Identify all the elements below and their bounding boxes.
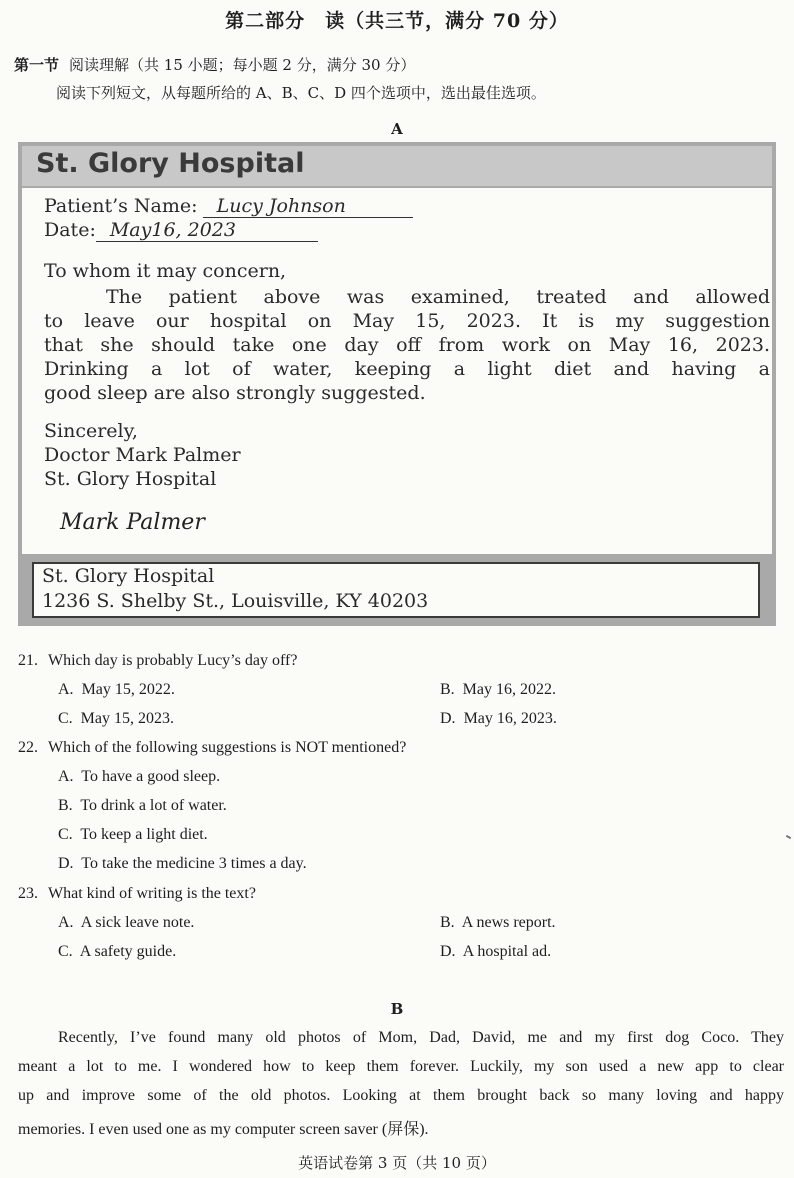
passage-b-line-3: up and improve some of the old photos. Looking at them brought back so many loving and happy [18, 1087, 784, 1104]
option-letter: C. [58, 943, 73, 960]
option-text: May 16, 2023. [463, 710, 557, 727]
passage-b-line-4: memories. I even used one as my computer screen saver (屏保). [18, 1121, 429, 1138]
question-number: 21. [18, 652, 38, 669]
option-letter: A. [58, 681, 74, 698]
option-letter: D. [440, 943, 456, 960]
q23-option-c[interactable] [58, 943, 176, 961]
option-letter: B. [440, 681, 455, 698]
letter-greeting: To whom it may concern, [44, 260, 287, 282]
option-text: May 15, 2022. [81, 681, 175, 698]
letter-doctor: Doctor Mark Palmer [44, 444, 241, 466]
page-footer: 英语试卷第 3 页（共 10 页） [298, 1154, 496, 1172]
question-number: 22. [18, 739, 38, 756]
option-letter: A. [58, 768, 74, 785]
q22-option-a[interactable] [58, 768, 220, 786]
section-heading [14, 54, 415, 75]
q23-option-d[interactable] [440, 943, 551, 961]
q22-option-d[interactable] [58, 855, 307, 873]
section-title: 阅读理解（共 15 小题；每小题 2 分，满分 30 分） [69, 56, 416, 74]
option-letter: D. [440, 710, 456, 727]
option-letter: B. [58, 797, 73, 814]
passage-b-letter: B [390, 1000, 404, 1018]
option-letter: C. [58, 710, 73, 727]
date-row [44, 219, 318, 242]
scan-speck [786, 835, 791, 839]
q21-option-d[interactable] [440, 710, 557, 728]
letter-line-4: Drinking a lot of water, keeping a light diet and having a [44, 358, 770, 380]
question-text: Which of the following suggestions is NOT mentioned? [48, 739, 407, 756]
question-number: 23. [18, 885, 38, 902]
patient-name-row [44, 195, 413, 218]
address-line: 1236 S. Shelby St., Louisville, KY 40203 [42, 590, 429, 612]
passage-a-letter: A [391, 120, 403, 138]
doctor-signature: Mark Palmer [60, 510, 205, 535]
q21-option-c[interactable] [58, 710, 174, 728]
letter-line-1: The patient above was examined, treated and allowed [106, 286, 770, 308]
passage-b-line-1: Recently, I’ve found many old photos of Mom, Dad, David, me and my first dog Coco. They [58, 1029, 784, 1046]
option-text: To keep a light diet. [80, 826, 208, 843]
q21-option-b[interactable] [440, 681, 556, 699]
option-letter: D. [58, 855, 74, 872]
date-value: May16, 2023 [96, 219, 318, 242]
q23-option-b[interactable] [440, 914, 556, 932]
q22-option-b[interactable] [58, 797, 227, 815]
option-text: A sick leave note. [80, 914, 195, 931]
letter-line-5: good sleep are also strongly suggested. [44, 382, 426, 404]
option-text: A news report. [461, 914, 556, 931]
letter-hospital: St. Glory Hospital [44, 468, 217, 490]
q23-option-a[interactable] [58, 914, 194, 932]
question-22 [18, 739, 406, 757]
option-text: May 16, 2022. [462, 681, 556, 698]
passage-b-line-2: meant a lot to me. I wondered how to keep them forever. Luckily, my son used a new app to clear [18, 1058, 784, 1075]
option-text: To drink a lot of water. [80, 797, 227, 814]
option-text: To have a good sleep. [81, 768, 221, 785]
option-text: To take the medicine 3 times a day. [81, 855, 307, 872]
date-label: Date: [44, 219, 96, 241]
question-23 [18, 885, 256, 903]
option-letter: B. [440, 914, 455, 931]
hospital-name: St. Glory Hospital [36, 148, 305, 179]
patient-name-value: Lucy Johnson [203, 195, 413, 218]
q21-option-a[interactable] [58, 681, 175, 699]
question-text: Which day is probably Lucy’s day off? [48, 652, 298, 669]
address-hospital-name: St. Glory Hospital [42, 565, 215, 587]
letter-closing: Sincerely, [44, 420, 138, 442]
option-letter: A. [58, 914, 74, 931]
option-text: May 15, 2023. [80, 710, 174, 727]
letter-line-3: that she should take one day off from work on May 16, 2023. [44, 334, 770, 356]
option-text: A safety guide. [79, 943, 177, 960]
letter-line-2: to leave our hospital on May 15, 2023. It is my suggestion [44, 310, 770, 332]
section-label: 第一节 [14, 56, 60, 74]
option-letter: C. [58, 826, 73, 843]
option-text: A hospital ad. [462, 943, 552, 960]
q22-option-c[interactable] [58, 826, 208, 844]
part-title: 第二部分 读（共三节，满分 70 分） [225, 10, 569, 32]
section-instructions: 阅读下列短文，从每题所给的 A、B、C、D 四个选项中，选出最佳选项。 [56, 84, 546, 102]
question-text: What kind of writing is the text? [48, 885, 256, 902]
question-21 [18, 652, 297, 670]
patient-name-label: Patient’s Name: [44, 195, 198, 217]
